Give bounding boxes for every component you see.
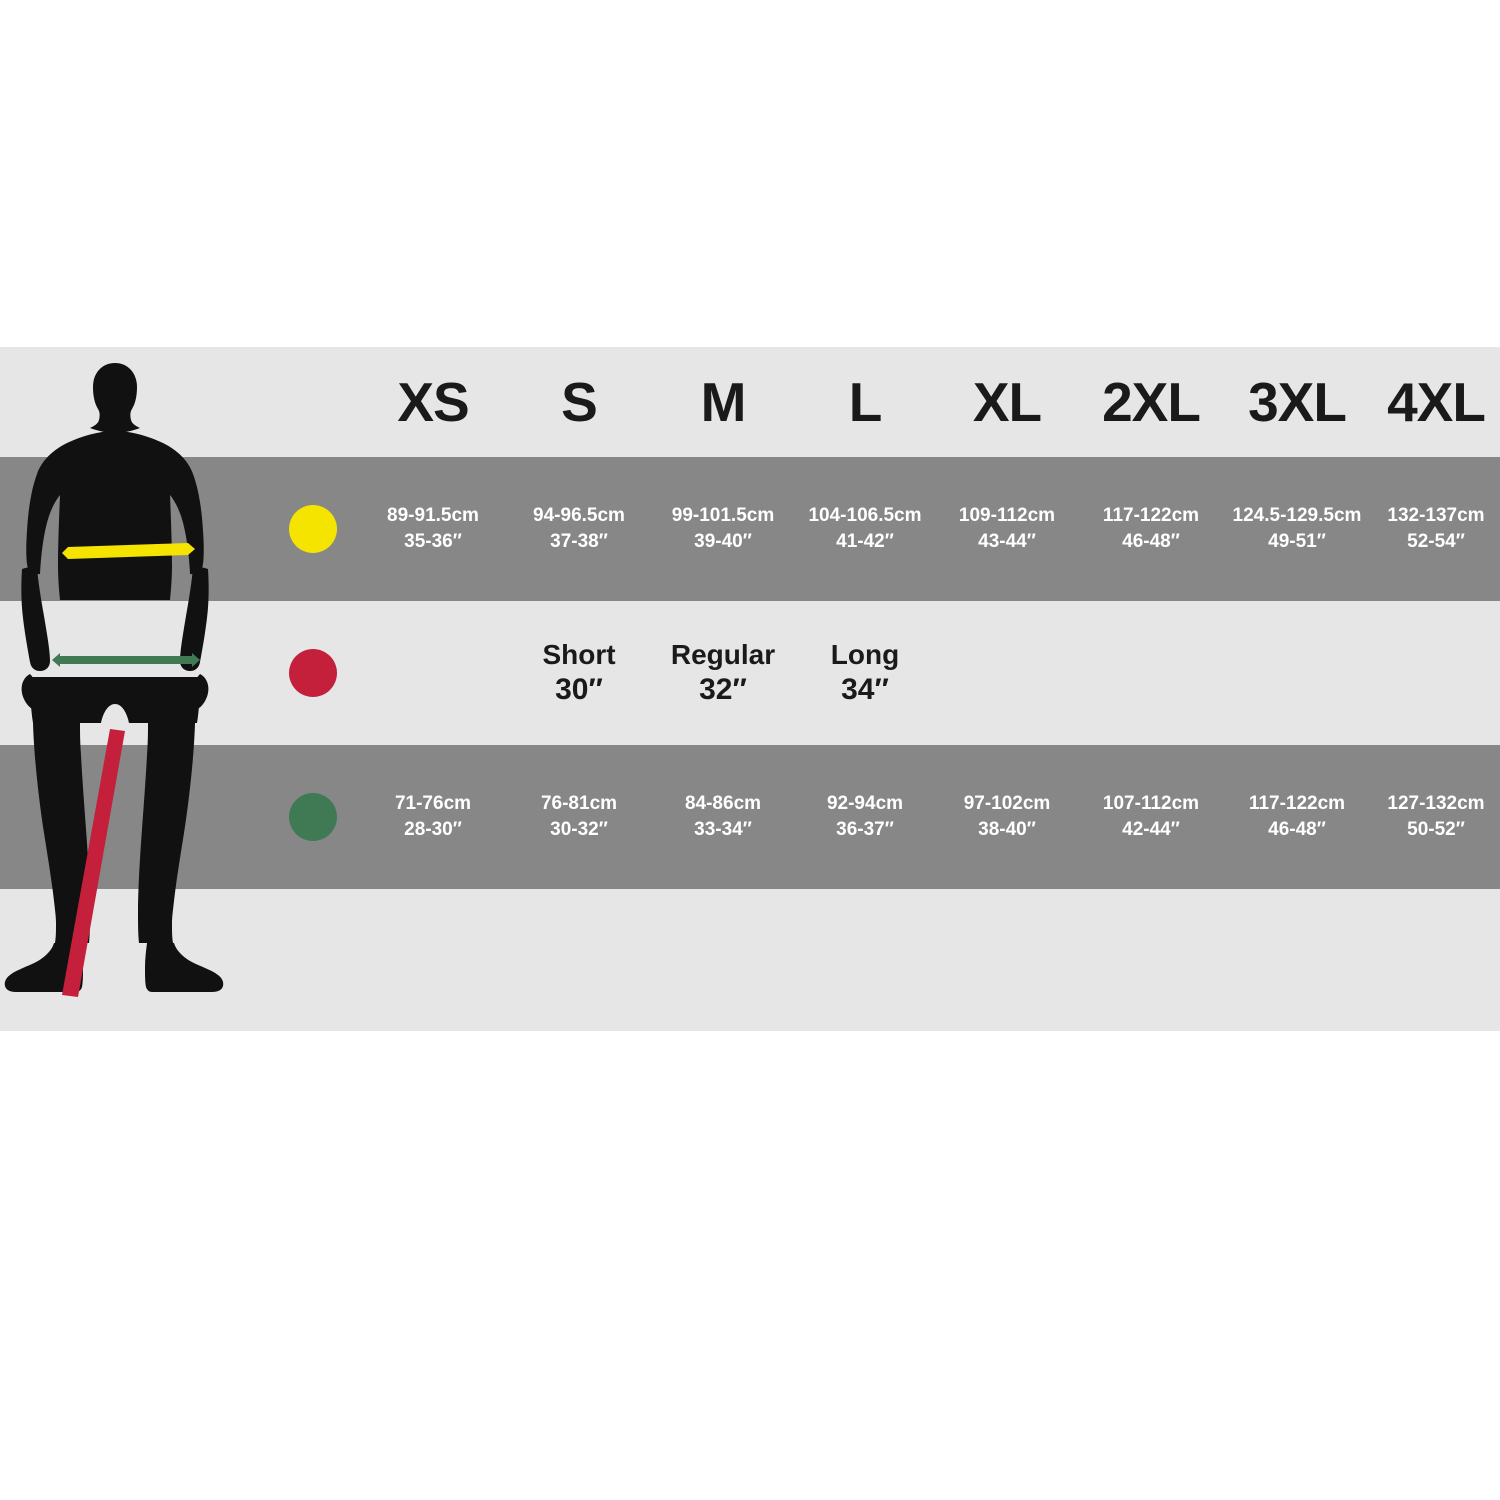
footer-cell-m — [654, 889, 792, 1031]
measure-in: 50-52″ — [1407, 819, 1465, 840]
measure-cm: 124.5-129.5cm — [1232, 505, 1362, 527]
measure-cm: 107-112cm — [1102, 793, 1200, 815]
chest-cell-3xl — [1226, 457, 1368, 601]
column-header-xl — [938, 347, 1076, 457]
measure-cm: 109-112cm — [958, 505, 1056, 527]
waist-cell-xs — [362, 745, 504, 889]
measure-cm: 117-122cm — [1102, 505, 1200, 527]
measure-cm: 84-86cm — [684, 793, 762, 815]
measure-in: 39-40″ — [694, 531, 752, 552]
column-header-3xl — [1226, 347, 1368, 457]
measure-cm: 117-122cm — [1248, 793, 1346, 815]
column-header-label: S — [561, 370, 597, 433]
measure-in: 49-51″ — [1268, 531, 1326, 552]
inseam-cell-xl — [938, 601, 1076, 745]
inseam-cell-xs — [362, 601, 504, 745]
measure-cm: 99-101.5cm — [671, 505, 775, 527]
measure-in: 30-32″ — [550, 819, 608, 840]
column-header-label: XS — [397, 370, 469, 433]
footer-cell-3xl — [1226, 889, 1368, 1031]
chest-cell-2xl — [1080, 457, 1222, 601]
measure-cm: 97-102cm — [963, 793, 1051, 815]
marker-header-cell — [268, 347, 358, 457]
column-header-label: 4XL — [1387, 370, 1485, 433]
waist-cell-2xl — [1080, 745, 1222, 889]
chest-cell-m — [654, 457, 792, 601]
inseam-cell-2xl — [1080, 601, 1222, 745]
waist-cell-xl — [938, 745, 1076, 889]
column-header-label: M — [700, 370, 746, 433]
measure-in: 36-37″ — [836, 819, 894, 840]
measure-cm: 89-91.5cm — [387, 505, 479, 527]
measure-in: 35-36″ — [404, 531, 462, 552]
measure-cm: 76-81cm — [540, 793, 618, 815]
measure-cm: 127-132cm — [1387, 793, 1485, 815]
waist-measure-line — [52, 653, 200, 667]
measure-in: 41-42″ — [836, 531, 894, 552]
inseam-label: Short — [542, 639, 616, 671]
inseam-marker-cell — [268, 601, 358, 745]
male-silhouette — [5, 363, 224, 992]
column-header-label: 3XL — [1248, 370, 1346, 433]
footer-cell-l — [796, 889, 934, 1031]
inseam-value: 30″ — [555, 672, 603, 706]
footer-cell-2xl — [1080, 889, 1222, 1031]
marker-footer-cell — [268, 889, 358, 1031]
measure-cm: 71-76cm — [394, 793, 472, 815]
column-header-s — [508, 347, 650, 457]
inseam-value: 32″ — [699, 672, 747, 706]
measure-cm: 132-137cm — [1387, 505, 1485, 527]
waist-cell-m — [654, 745, 792, 889]
inseam-cell-l — [796, 601, 934, 745]
inseam-cell-m — [654, 601, 792, 745]
footer-cell-xs — [362, 889, 504, 1031]
size-chart — [0, 347, 1500, 1031]
footer-cell-xl — [938, 889, 1076, 1031]
waist-marker-cell — [268, 745, 358, 889]
chest-marker-cell — [268, 457, 358, 601]
chest-cell-xl — [938, 457, 1076, 601]
yellow-dot-icon — [289, 505, 337, 553]
column-header-l — [796, 347, 934, 457]
column-header-m — [654, 347, 792, 457]
column-header-2xl — [1080, 347, 1222, 457]
measure-in: 33-34″ — [694, 819, 752, 840]
chest-cell-4xl — [1372, 457, 1500, 601]
column-header-label: 2XL — [1102, 370, 1200, 433]
waist-cell-3xl — [1226, 745, 1368, 889]
inseam-cell-4xl — [1372, 601, 1500, 745]
measure-in: 38-40″ — [978, 819, 1036, 840]
footer-cell-4xl — [1372, 889, 1500, 1031]
green-dot-icon — [289, 793, 337, 841]
measure-in: 42-44″ — [1122, 819, 1180, 840]
red-dot-icon — [289, 649, 337, 697]
inseam-cell-s — [508, 601, 650, 745]
waist-cell-l — [796, 745, 934, 889]
measure-in: 46-48″ — [1122, 531, 1180, 552]
chest-cell-l — [796, 457, 934, 601]
chest-cell-s — [508, 457, 650, 601]
inseam-cell-3xl — [1226, 601, 1368, 745]
footer-cell-s — [508, 889, 650, 1031]
body-figure — [0, 347, 268, 1031]
waist-cell-s — [508, 745, 650, 889]
measure-in: 46-48″ — [1268, 819, 1326, 840]
waist-cell-4xl — [1372, 745, 1500, 889]
measure-cm: 94-96.5cm — [533, 505, 625, 527]
measure-cm: 92-94cm — [826, 793, 904, 815]
column-header-xs — [362, 347, 504, 457]
measure-cm: 104-106.5cm — [808, 505, 922, 527]
inseam-label: Regular — [670, 639, 776, 671]
column-header-label: L — [848, 370, 882, 433]
column-header-4xl — [1372, 347, 1500, 457]
measure-in: 28-30″ — [404, 819, 462, 840]
measure-in: 43-44″ — [978, 531, 1036, 552]
measure-in: 37-38″ — [550, 531, 608, 552]
inseam-value: 34″ — [841, 672, 889, 706]
chest-cell-xs — [362, 457, 504, 601]
column-header-label: XL — [972, 370, 1042, 433]
measure-in: 52-54″ — [1407, 531, 1465, 552]
inseam-label: Long — [830, 639, 900, 671]
size-grid — [268, 347, 1500, 1031]
